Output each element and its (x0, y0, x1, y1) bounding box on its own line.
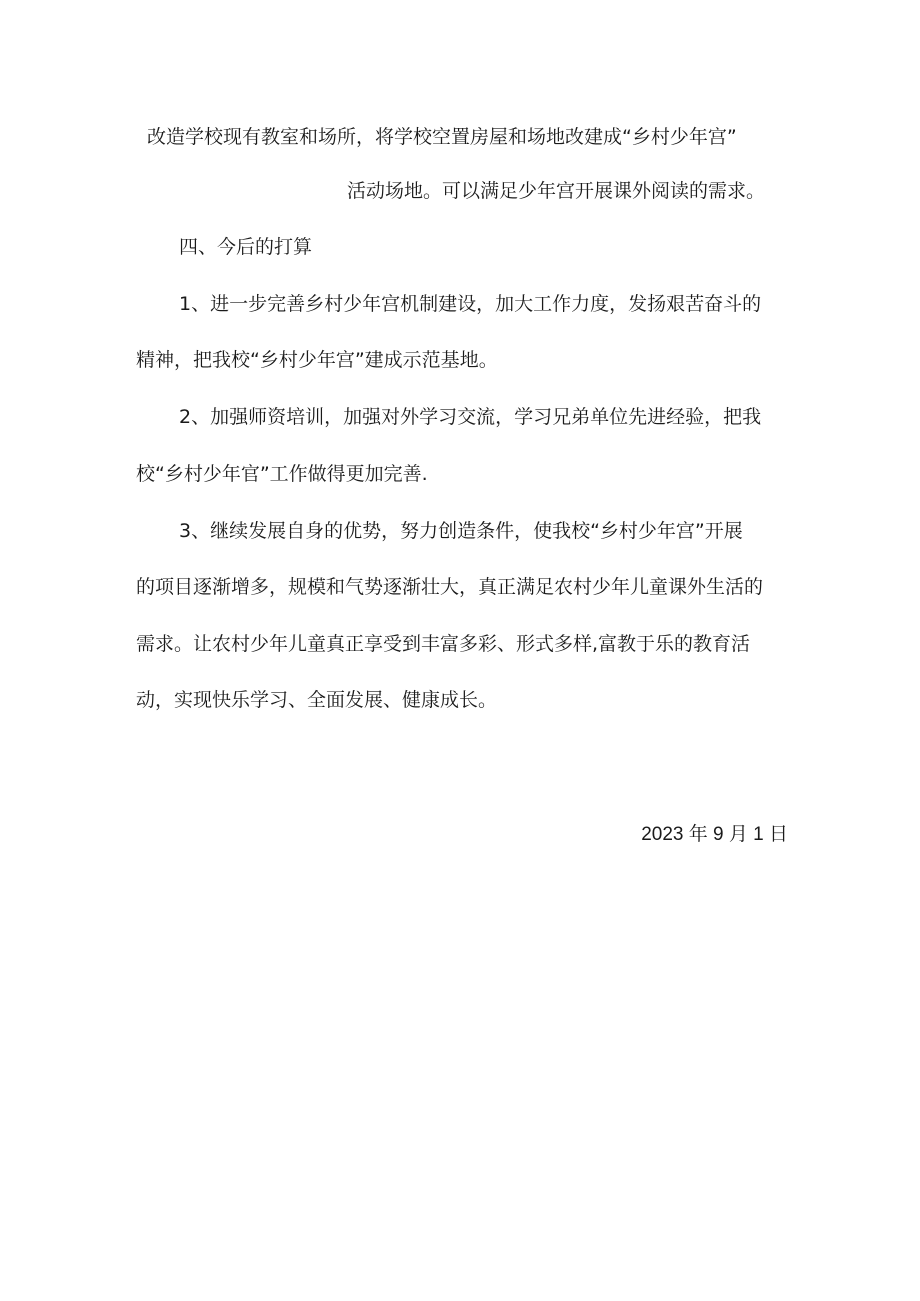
paragraph-line: 需求。让农村少年儿童真正享受到丰富多彩、形式多样,富教于乐的教育活 (136, 633, 751, 655)
document-date: 2023 年 9 月 1 日 (641, 824, 788, 845)
paragraph-line: 1、进一步完善乡村少年宫机制建设，加大工作力度，发扬艰苦奋斗的 (179, 293, 762, 315)
paragraph-line: 活动场地。可以满足少年宫开展课外阅读的需求。 (347, 180, 766, 202)
section-heading: 四、今后的打算 (179, 236, 313, 258)
paragraph-line: 3、继续发展自身的优势，努力创造条件，使我校“乡村少年宫”开展 (179, 520, 743, 542)
paragraph-line: 的项目逐渐增多，规模和气势逐渐壮大，真正满足农村少年儿童课外生活的 (136, 576, 764, 598)
paragraph-line: 精神，把我校“乡村少年宫”建成示范基地。 (136, 349, 498, 371)
paragraph-line: 2、加强师资培训，加强对外学习交流，学习兄弟单位先进经验，把我 (179, 406, 762, 428)
paragraph-line: 动，实现快乐学习、全面发展、健康成长。 (136, 689, 498, 711)
paragraph-line: 改造学校现有教室和场所，将学校空置房屋和场地改建成“乡村少年宫” (147, 126, 737, 148)
paragraph-line: 校“乡村少年官”工作做得更加完善. (136, 463, 428, 485)
